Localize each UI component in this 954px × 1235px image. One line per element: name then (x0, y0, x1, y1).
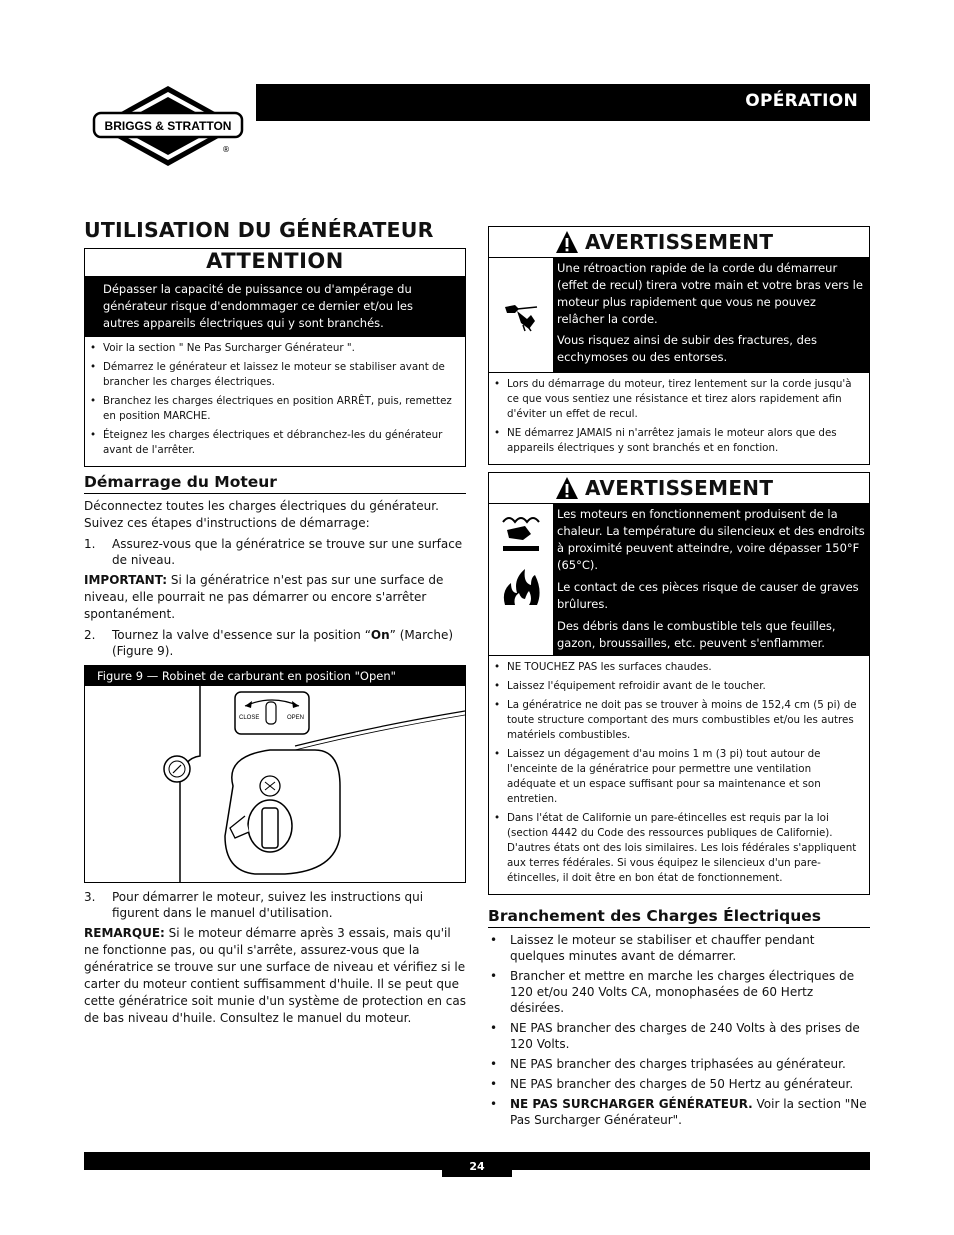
connect-loads-heading: Branchement des Charges Électriques (488, 907, 870, 928)
warning-title: AVERTISSEMENT (585, 230, 774, 254)
connect-loads-list (488, 930, 870, 1128)
step-3 (84, 889, 466, 921)
step-text-a: Tournez la valve d'essence sur la position “ (112, 628, 371, 642)
list-item: • Lors du démarrage du moteur, tirez lentement sur la corde jusqu'à ce que vous sentiez une résistance et tirez alors rapidement afin d'éviter un effet de recul. (507, 377, 863, 422)
right-column (488, 226, 870, 1132)
attention-title: ATTENTION (85, 249, 465, 277)
warning-list (489, 373, 869, 464)
list-item: • La génératrice ne doit pas se trouver à moins de 152,4 cm (5 pi) de toute structure comportant des murs combustibles et/ou les autres matériels combustibles. (507, 698, 863, 743)
list-item: • NE TOUCHEZ PAS les surfaces chaudes. (507, 660, 863, 675)
remark-text: Si le moteur démarre après 3 essais, mais qu'il ne fonctionne pas, ou qu'il s'arrête, assurez-vous que la génératrice se trouve sur une surface de niveau et vérifiez si le carter du moteur contient suffisamment d'huile. Il se peut que cette génératrice soit munie d'un système de protection en cas de bas niveau d'huile. Consultez le manuel du moteur. (84, 926, 466, 1025)
figure-9 (84, 665, 466, 883)
warning-text (553, 504, 869, 655)
warning-text-1: Une rétroaction rapide de la corde du démarreur (effet de recul) tirera votre main et votre bras vers le moteur plus rapidement que vous ne pouvez relâcher la corde. (557, 261, 863, 326)
step-text-bold: On (370, 628, 390, 642)
important-label: IMPORTANT: (84, 573, 168, 587)
svg-text:BRIGGS & STRATTON: BRIGGS & STRATTON (104, 119, 232, 133)
section-title: OPÉRATION (745, 91, 858, 111)
recoil-hazard-icon (489, 258, 553, 372)
warning-triangle-icon (555, 230, 579, 254)
warning-body (489, 258, 869, 373)
list-item: • Brancher et mettre en marche les charges électriques de 120 et/ou 240 Volts CA, monophasées de 60 Hertz désirées. (510, 968, 870, 1016)
step-2 (84, 627, 466, 659)
list-item: • Laissez l'équipement refroidir avant de le toucher. (507, 679, 863, 694)
overload-text: Voir la section "Ne Pas Surcharger Générateur". (510, 1097, 867, 1127)
warning-list (489, 656, 869, 894)
important-text: Si la génératrice n'est pas sur une surface de niveau, elle pourrait ne pas démarrer ou encore s'arrêter spontanément. (84, 573, 444, 621)
heat-icons (489, 504, 553, 655)
step-number: 2. (84, 628, 96, 642)
warning-text-1: Les moteurs en fonctionnement produisent de la chaleur. La température du silencieux et des endroits à proximité peuvent atteindre, voire dépasser 150°F (65°C). (557, 507, 865, 572)
warning-text (553, 258, 869, 372)
attention-box (84, 248, 466, 467)
list-item: • Laissez un dégagement d'au moins 1 m (3 pi) tout autour de l'enceinte de la génératrice pour permettre une ventilation adéquate et un espace suffisant pour sa maintenance et son entretien. (507, 747, 863, 807)
warning-triangle-icon (555, 476, 579, 500)
step-text-b: ” (Marche) (Figure 9). (112, 628, 454, 658)
page-number: 24 (442, 1152, 512, 1177)
briggs-stratton-logo (90, 82, 246, 170)
attention-text: Dépasser la capacité de puissance ou d'ampérage du générateur risque d'endommager ce dernier et/ou les autres appareils électriques qui y sont branchés. (85, 277, 465, 337)
left-column (84, 218, 466, 1031)
warning-body (489, 504, 869, 656)
fuel-valve-illustration (85, 686, 465, 882)
list-item: • Voir la section " Ne Pas Surcharger Générateur ". (103, 341, 459, 356)
step-text: Assurez-vous que la génératrice se trouve sur une surface de niveau. (112, 537, 463, 567)
step-1 (84, 536, 466, 568)
warning-box-recoil (488, 226, 870, 465)
warning-box-heat (488, 472, 870, 895)
start-engine-heading: Démarrage du Moteur (84, 473, 466, 494)
header-bar (256, 84, 870, 121)
fire-icon (489, 559, 553, 614)
step-number: 1. (84, 537, 96, 551)
overload-label: NE PAS SURCHARGER GÉNÉRATEUR. (510, 1097, 753, 1111)
list-item: • NE PAS brancher des charges de 240 Volts à des prises de 120 Volts. (510, 1020, 870, 1052)
list-item: • NE PAS brancher des charges de 50 Hertz au générateur. (510, 1076, 870, 1092)
warning-header (489, 473, 869, 504)
remark-label: REMARQUE: (84, 926, 165, 940)
list-item: • Éteignez les charges électriques et débranchez-les du générateur avant de l'arrêter. (103, 428, 459, 458)
list-item: • Démarrez le générateur et laissez le moteur se stabiliser avant de brancher les charges électriques. (103, 360, 459, 390)
hot-surface-icon (489, 504, 553, 559)
list-item: • Dans l'état de Californie un pare-étincelles est requis par la loi (section 4442 du Code des ressources publiques de Californie). D'autres états ont des lois similaires. Les lois fédérales s'appliquent aux terres fédérales. Si vous équipez le silencieux d'un pare-étincelles, il doit être en bon état de fonctionnement. (507, 811, 863, 886)
warning-text-2: Le contact de ces pièces risque de causer de graves brûlures. (557, 580, 859, 611)
close-label: CLOSE (239, 715, 260, 721)
start-intro: Déconnectez toutes les charges électriques du générateur. Suivez ces étapes d'instructions de démarrage: (84, 499, 439, 530)
list-item (510, 1096, 870, 1128)
figure-caption: Figure 9 — Robinet de carburant en position "Open" (85, 666, 465, 686)
list-item: • Branchez les charges électriques en position ARRÊT, puis, remettez en position MARCHE. (103, 394, 459, 424)
step-number: 3. (84, 890, 96, 904)
remark-note (84, 925, 466, 1027)
svg-text:®: ® (222, 145, 230, 154)
step-text: Pour démarrer le moteur, suivez les instructions qui figurent dans le manuel d'utilisation. (112, 890, 424, 920)
warning-title: AVERTISSEMENT (585, 476, 774, 500)
list-item: • NE démarrez JAMAIS ni n'arrêtez jamais le moteur alors que des appareils électriques y sont branchés et en fonction. (507, 426, 863, 456)
warning-text-3: Des débris dans le combustible tels que feuilles, gazon, broussailles, etc. peuvent s'enflammer. (557, 619, 836, 650)
warning-header (489, 227, 869, 258)
list-item: • NE PAS brancher des charges triphasées au générateur. (510, 1056, 870, 1072)
warning-text-2: Vous risquez ainsi de subir des fractures, des ecchymoses ou des entorses. (557, 333, 817, 364)
open-label: OPEN (287, 715, 305, 721)
important-note (84, 572, 466, 623)
list-item: • Laissez le moteur se stabiliser et chauffer pendant quelques minutes avant de démarrer. (510, 932, 870, 964)
attention-list (85, 337, 465, 466)
page-title: UTILISATION DU GÉNÉRATEUR (84, 218, 434, 242)
